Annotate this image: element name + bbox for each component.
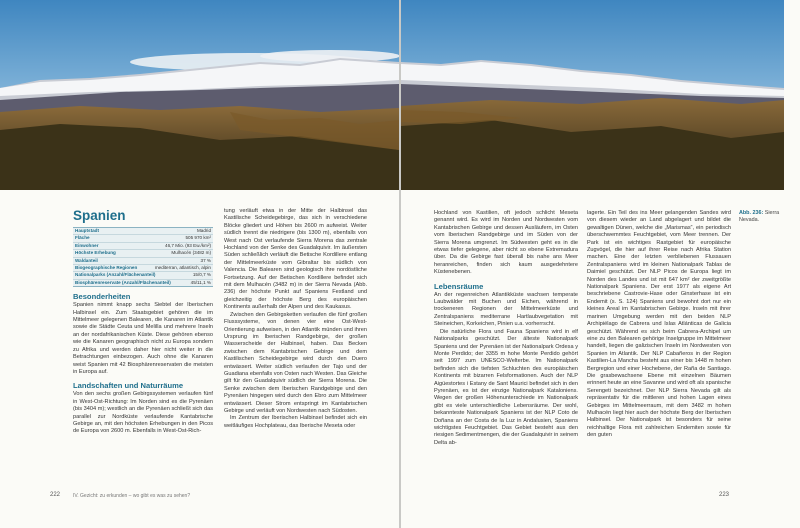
heading-landschaften: Landschaften und Naturräume: [73, 381, 184, 391]
left-column-1: [73, 208, 213, 436]
heading-lebensraeume: Lebensräume: [434, 281, 484, 291]
right-page: [401, 0, 800, 528]
fact-row: Einwohner 46,7 Mio. (93 Ew./km²): [73, 243, 213, 250]
fact-row: Höchste Erhebung Mulhacén (3482 m): [73, 250, 213, 257]
paragraph-lebensraeume: An der regenreichen Atlantikküste wachsen temperate Laubwälder mit Buchen und Eichen, während in trockeneren Regionen der Mittelmeerküste und Zentralspaniens mediterrane Hartlaubvegetation mit Steineichen, Korkeichen, Pinien u.a. vorherrscht.: [434, 291, 578, 328]
paragraph-meseta: Im Zentrum der Iberischen Halbinsel befindet sich ein weitläufiges Hochplateau, das Iberische Meseta oder: [224, 415, 367, 429]
fact-row: Biosphärenreservate (Anzahl/Flächenanteil) 45/11,1 %: [75, 279, 211, 285]
page-number-right: 223: [719, 492, 730, 498]
heading-besonderheiten: Besonderheiten: [73, 292, 131, 302]
right-column-1: [434, 210, 578, 447]
sierra-nevada-landscape-left: [0, 0, 399, 190]
running-head-left: IV. Gezicht: zu erkunden – wo gibt es was zu sehen?: [73, 493, 191, 499]
paragraph-besonderheiten: Spanien nimmt knapp sechs Siebtel der Iberischen Halbinsel ein. Zum Staatsgebiet gehören die im Mittelmeer gelegenen Balearen, die Kanaren im Atlantik sowie die Städte Ceuta und Melilla und mehrere Inseln an der nordafrikanischen Küste. Diese gehören ebenso wie die Kanaren geographisch nicht zu Europa sondern zu Afrika und werden daher hier nicht weiter in die Betrachtungen einbezogen. Auch ohne die Kanaren weist Spanien mit 42 Biosphärenreservaten die meisten in Europa auf.: [73, 302, 213, 375]
panorama-photo-left: [0, 0, 399, 190]
caption-label: Abb. 236:: [739, 210, 764, 216]
paragraph-nationalparks: Die natürliche Flora und Fauna Spaniens wird in elf Nationalparks geschützt. Der älteste Nationalpark Spaniens und der Pyrenäen ist der Nationalpark Ordesa y Monte Perdido; der 3355 m hohe Monte Perdido gehört seit 1997 zum UNESCO-Welterbe. Im Nationalpark befinden sich die tiefsten Schluchten des europäischen Kontinents mit bizarren Felsformationen. Auch der NLP Aigüestortes i Estany de Sant Maurici befindet sich in den Pyrenäen, es ist der einzige Nationalpark Kataloniens. Wegen der großen Höhenunterschiede im Nationalpark gibt es viele unterschiedliche Lebensräume. Der wohl, bekannteste Nationalpark Spaniens ist der NLP Coto de Doñana an der Costa de la Luz in Andalusien, Spaniens wichtigstes Feuchtgebiet. Das Gebiet besteht aus den riesigen Sedimentmengen, die der Guadalquivir in seinem Delta ab-: [434, 328, 578, 446]
paragraph-nationalparks-cont: lagerte. Ein Teil des ins Meer gelangenden Sandes wird von diesem wieder an Land abgelagert und bildet die gewaltigen Dünen, welche die „Marismas“, ein periodisch überschwemmtes Feuchtgebiet, vom Meer trennen. Der Park ist ein wichtiges Rastgebiet für europäische Zugvögel, die hier auf ihrer Reise nach Afrika Station machen. Eine der letzten verbliebenen Flussauen Zentralspaniens wird im kleinen Nationalpark Tablas de Daimiel geschützt. Der NLP Picos de Europa liegt im Norden des Landes und ist mit 647 km² der zweitgrößte Nationalpark Spaniens. Der erst 1977 als eigene Art beschriebene Castrovie-Hase oder Ginsterhase ist ein Endemit (s. S. 124) Spaniens und bewohnt dort nur ein kleines Areal im Kantabrischen Gebirge. Inseln mit ihrer marinen Umgebung werden mit den beiden NLP Archipiélago de Cabrera und Islas Atlánticas de Galicia geschützt. Während es sich beim Cabrera-Archipel um eine zu den Balearen gehörige Inselgruppe im Mittelmeer handelt, liegen die galizischen Inseln im Nordwesten von Spanien im Atlantik. Der NLP Cabañeros in der Region Kastilien-La Mancha besteht aus einer bis 1448 m hohen Bergregion und einer Hochebene, der Raña de Santiago. Die grasbewachsene Ebene mit einzelnen Bäumen erinnert heute an eine Savanne und wird oft als spanische Serengeti bezeichnet. Der NLP Sierra Nevada gilt als repräsentativ für die mittleren und hohen Lagen eines Gebirges im Mittelmeerraum, mit dem 3482 m hohen Mulhacén liegt hier auch der höchste Berg der Iberischen Halbinsel. Der Nationalpark ist besonders für seine reichhaltige Flora mit zahlreichen Endemiten sowie für den guten: [587, 210, 731, 439]
paragraph-landschaften: Von den sechs großen Gebirgssystemen verlaufen fünf in West-Ost-Richtung: Im Norden sind es die Pyrenäen (bis 3404 m); westlich an die Pyrenäen schließt sich das parallel zur Nordküste verlaufende Kantabrische Gebirge an, mit den höchsten Erhebungen in den Picos de Europa von 2600 m. Ebenfalls in West-Ost-Rich-: [73, 391, 213, 435]
fact-box: [73, 227, 213, 287]
page-number-left: 222: [50, 492, 61, 498]
caption-text: Sierra Nevada.: [739, 210, 780, 223]
figure-caption: [739, 210, 789, 224]
left-page: [0, 0, 399, 528]
left-column-2: [224, 208, 367, 430]
page-title: Spanien: [73, 208, 126, 223]
panorama-photo-right: [401, 0, 784, 190]
fact-row: Fläche 505 970 km²: [73, 235, 213, 242]
right-column-2: [587, 210, 731, 440]
sierra-nevada-landscape-right: [401, 0, 784, 190]
fact-row: Waldanteil 37 %: [73, 258, 213, 265]
paragraph-fluesse: Zwischen den Gebirgsketten verlaufen die fünf großen Flusssysteme, von denen vier eine Ost-West-Orientierung aufweisen, in den Atlantik münden und ihren Ursprung im Iberischen Randgebirge, der großen Wasserscheide der Halbinsel, haben. Das Becken zwischen dem Kantabrischen Gebirge und dem Kastilischen Scheidegebirge wird durch den Duero entwässert. Weiter südlich verlaufen der Tajo und der Guadiana ebenfalls von Osten nach Westen. Das Gleiche gilt für den Guadalquivir südlich der Sierra Morena. Die Senke zwischen dem Iberischen Randgebirge und den Pyrenäen hingegen wird durch den Ebro zum Mittelmeer entwässert. Dieser Strom entspringt im Kantabrischen Gebirge und verläuft von Nordwesten nach Südosten.: [224, 311, 367, 414]
fact-row: Nationalparks (Anzahl/Flächenanteil) 15/0,7 %: [73, 272, 213, 279]
fact-row: Biogeographische Regionen mediterran, atlantisch, alpin: [73, 265, 213, 272]
paragraph-meseta-cont: Hochland von Kastilien, oft jedoch schlicht Meseta genannt wird. Es wird im Norden und Nordwesten vom Kantabrischen Gebirge und dessen Ausläufern, im Osten vom Iberischen Randgebirge und im Süden von der Sierra Morena umgrenzt. Im Südwesten geht es in die etwas tiefer gelegene, aber nicht so ebene Extremadura über. Da die Gebirge fast überall bis nahe ans Meer heranreichen, finden sich kaum ausgedehntere Küstenebenen.: [434, 210, 578, 276]
paragraph-gebirge: tung verläuft etwa in der Mitte der Halbinsel das Kastilische Scheidegebirge, das sich in verschiedene Blöcke gliedert und Höhen bis 2600 m aufweist. Weiter südlich trennt die niedrigere (bis 1300 m), ebenfalls von West nach Ost verlaufende Sierra Morena das zentrale Hochland von der Senke des Guadalquivir. Im äußersten Süden schließlich verläuft die Betische Kordillere entlang der Mittelmeerküste vom Gibraltar bis südlich von Valencia. Die Balearen sind geologisch ihre nordöstliche Fortsetzung. Auf der Betischen Kordillere befindet sich mit dem Mulhacén (3482 m) in der Sierra Nevada (Abb. 236) der höchste Punkt auf Spaniens Festland und gleichzeitig der höchste Berg des europäischen Kontinents außerhalb der Alpen und des Kaukasus.: [224, 208, 367, 311]
fact-row: Hauptstadt Madrid: [73, 228, 213, 235]
